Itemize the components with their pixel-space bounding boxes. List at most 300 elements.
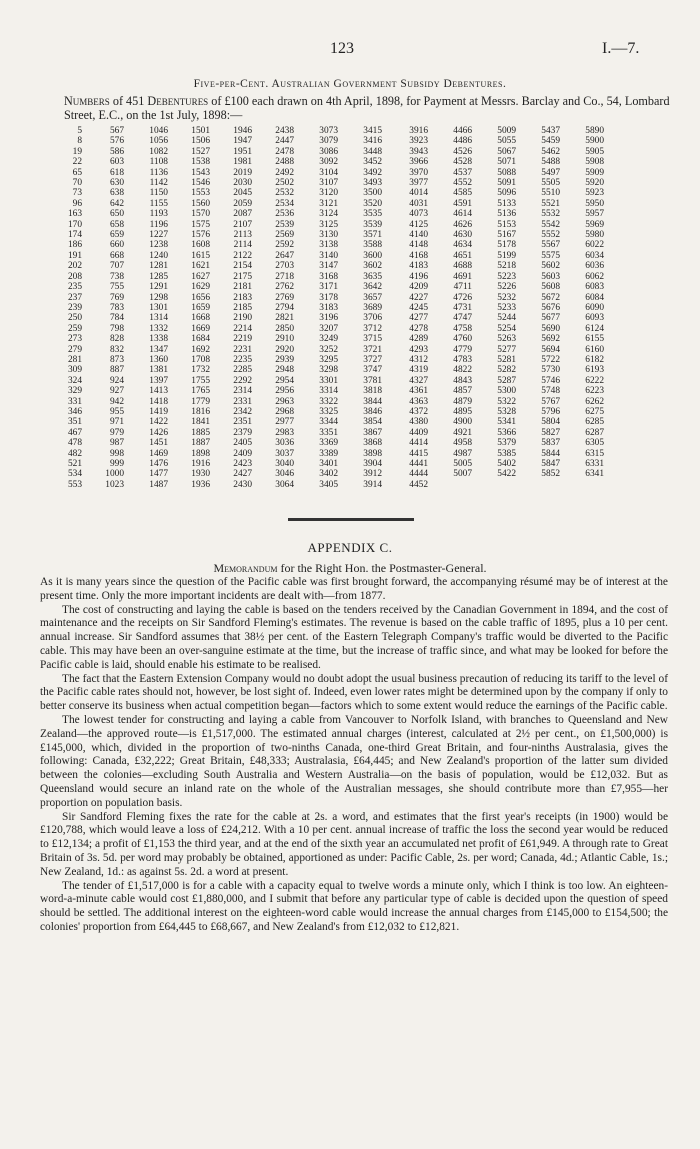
table-cell: 5088 xyxy=(497,167,516,178)
table-cell: 999 xyxy=(109,459,124,469)
table-cell: 5748 xyxy=(541,386,560,397)
table-cell: 3130 xyxy=(319,230,338,241)
table-cell: 2183 xyxy=(233,292,252,303)
table-cell: 5226 xyxy=(497,282,516,293)
table-cell xyxy=(428,480,472,490)
table-cell: 1527 xyxy=(191,146,210,157)
table-cell: 2285 xyxy=(233,365,252,376)
table-cell: 1629 xyxy=(191,282,210,293)
table-cell: 5322 xyxy=(497,396,516,407)
table-cell: 6084 xyxy=(585,292,604,303)
table-cell: 3168 xyxy=(319,271,338,282)
table-cell: 1576 xyxy=(191,230,210,241)
table-cell: 1381 xyxy=(149,365,168,376)
table-row xyxy=(60,261,604,271)
table-cell: 5233 xyxy=(497,302,516,313)
table-cell: 5133 xyxy=(497,198,516,209)
table-cell: 2314 xyxy=(233,386,252,397)
paragraph: The fact that the Eastern Extension Company would no doubt adopt the usual business precaution of reducing its tariff to the level of the Pacific cable rates should not, however, be lost sight of. Indeed, even lower rates might be determined upon by the company if only to better conserve its business when actual competition began—factors which to some extent would reduce the earnings of the Pacific cable. xyxy=(40,672,668,713)
table-cell: 6090 xyxy=(585,302,604,313)
table-cell: 2821 xyxy=(275,313,294,324)
table-cell: 5091 xyxy=(497,178,516,189)
table-cell: 2087 xyxy=(233,209,252,220)
table-cell: 5366 xyxy=(497,427,516,438)
table-cell: 6262 xyxy=(585,396,604,407)
table-cell: 5844 xyxy=(541,448,560,459)
table-cell: 237 xyxy=(67,292,82,303)
table-cell: 1538 xyxy=(191,157,210,168)
table-cell: 2939 xyxy=(275,354,294,365)
table-cell xyxy=(516,480,560,490)
table-cell: 3904 xyxy=(363,459,382,469)
table-cell: 5287 xyxy=(497,375,516,386)
table-cell: 4731 xyxy=(453,302,472,313)
table-cell: 1082 xyxy=(149,146,168,157)
table-cell: 5677 xyxy=(541,313,560,324)
table-cell: 324 xyxy=(67,375,82,386)
table-row xyxy=(60,469,604,479)
table-cell: 567 xyxy=(109,126,124,136)
table-cell: 2968 xyxy=(275,406,294,417)
table-cell: 1238 xyxy=(149,240,168,251)
table-cell: 4691 xyxy=(453,271,472,282)
table-cell: 4900 xyxy=(453,417,472,428)
table-cell: 4196 xyxy=(409,271,428,282)
table-cell: 1779 xyxy=(191,396,210,407)
table-cell: 3104 xyxy=(319,167,338,178)
table-cell: 3325 xyxy=(319,406,338,417)
table-cell: 5199 xyxy=(497,250,516,261)
table-cell: 5007 xyxy=(453,469,472,480)
table-cell: 1418 xyxy=(149,396,168,407)
table-cell: 2963 xyxy=(275,396,294,407)
table-cell: 1046 xyxy=(149,126,168,136)
table-cell: 828 xyxy=(109,334,124,345)
table-cell: 2718 xyxy=(275,271,294,282)
table-cell: 3493 xyxy=(363,178,382,189)
table-cell: 2769 xyxy=(275,292,294,303)
table-row xyxy=(60,313,604,323)
table-cell: 4014 xyxy=(409,188,428,199)
table-row xyxy=(60,209,604,219)
table-cell: 2409 xyxy=(233,448,252,459)
table-cell: 5300 xyxy=(497,386,516,397)
table-cell: 5852 xyxy=(541,469,560,480)
table-row xyxy=(60,386,604,396)
table-cell: 4879 xyxy=(453,396,472,407)
table-cell: 5055 xyxy=(497,136,516,147)
table-cell: 239 xyxy=(67,302,82,313)
table-cell: 5908 xyxy=(585,157,604,168)
table-cell: 6223 xyxy=(585,386,604,397)
memo-rest: for the Right Hon. the Postmaster-General. xyxy=(277,561,487,575)
table-cell: 2647 xyxy=(275,250,294,261)
table-cell: 650 xyxy=(109,209,124,220)
table-cell: 1885 xyxy=(191,427,210,438)
table-cell: 5009 xyxy=(497,126,516,136)
table-row xyxy=(60,345,604,355)
table-cell: 6022 xyxy=(585,240,604,251)
table-row xyxy=(60,240,604,250)
table-cell: 4319 xyxy=(409,365,428,376)
table-cell: 3322 xyxy=(319,396,338,407)
table-cell: 4528 xyxy=(453,157,472,168)
table-cell: 1732 xyxy=(191,365,210,376)
table-cell: 1451 xyxy=(149,438,168,449)
table-cell: 5402 xyxy=(497,459,516,469)
table-cell: 707 xyxy=(109,261,124,272)
table-cell: 5488 xyxy=(541,157,560,168)
table-cell: 5218 xyxy=(497,261,516,272)
table-cell: 942 xyxy=(109,396,124,407)
table-cell: 3207 xyxy=(319,323,338,334)
subtitle-debentures: Debentures xyxy=(147,94,209,108)
table-cell: 3492 xyxy=(363,167,382,178)
table-cell: 1621 xyxy=(191,261,210,272)
table-cell: 3535 xyxy=(363,209,382,220)
table-cell: 1708 xyxy=(191,354,210,365)
table-cell: 3818 xyxy=(363,386,382,397)
table-row xyxy=(60,334,604,344)
table-cell: 5462 xyxy=(541,146,560,157)
table-cell: 4277 xyxy=(409,313,428,324)
table-cell: 1360 xyxy=(149,354,168,365)
table-cell: 4414 xyxy=(409,438,428,449)
table-cell: 3196 xyxy=(319,313,338,324)
table-cell: 1285 xyxy=(149,271,168,282)
table-cell: 5746 xyxy=(541,375,560,386)
table-cell: 4148 xyxy=(409,240,428,251)
table-cell: 4726 xyxy=(453,292,472,303)
table-cell: 5969 xyxy=(585,219,604,230)
table-cell: 5096 xyxy=(497,188,516,199)
table-cell: 3389 xyxy=(319,448,338,459)
table-cell: 2447 xyxy=(275,136,294,147)
table-cell: 1946 xyxy=(233,126,252,136)
table-cell: 3079 xyxy=(319,136,338,147)
table-cell: 3715 xyxy=(363,334,382,345)
table-cell: 4168 xyxy=(409,250,428,261)
table-cell: 3727 xyxy=(363,354,382,365)
table-cell: 3140 xyxy=(319,250,338,261)
table-cell: 3121 xyxy=(319,198,338,209)
table-cell: 186 xyxy=(67,240,82,251)
table-cell: 2569 xyxy=(275,230,294,241)
table-cell: 4779 xyxy=(453,344,472,355)
table-cell: 5341 xyxy=(497,417,516,428)
table-cell: 1338 xyxy=(149,334,168,345)
table-cell: 1553 xyxy=(191,188,210,199)
table-cell: 2113 xyxy=(233,230,252,241)
table-cell: 1150 xyxy=(149,188,168,199)
table-cell: 5796 xyxy=(541,406,560,417)
table-cell: 5385 xyxy=(497,448,516,459)
table-cell: 3138 xyxy=(319,240,338,251)
table-cell: 1281 xyxy=(149,261,168,272)
table-cell: 3844 xyxy=(363,396,382,407)
paragraph: The tender of £1,517,000 is for a cable with a capacity equal to twelve words a minute only, which I think is too low. An eighteen-word-a-minute cable would cost £1,880,000, and I submit that before any particular type of cable is decided upon the question of speed should be settled. The additional interest on the eighteen-word cable would increase the annual charges from £145,000 to £154,500; the colonies' proportion from £64,445 to £68,667, and New Zealand's from £12,032 to £12,821. xyxy=(40,879,668,933)
table-cell: 1668 xyxy=(191,313,210,324)
table-cell: 3867 xyxy=(363,427,382,438)
table-cell: 668 xyxy=(109,250,124,261)
table-cell: 2231 xyxy=(233,344,252,355)
table-cell: 3571 xyxy=(363,230,382,241)
table-cell: 4245 xyxy=(409,302,428,313)
table-cell: 2536 xyxy=(275,209,294,220)
table-cell: 1560 xyxy=(191,198,210,209)
table-cell: 3970 xyxy=(409,167,428,178)
table-cell: 4409 xyxy=(409,427,428,438)
table-cell: 3635 xyxy=(363,271,382,282)
table-cell: 553 xyxy=(67,479,82,490)
table-cell: 3642 xyxy=(363,282,382,293)
table-cell: 1397 xyxy=(149,375,168,386)
table-cell: 4209 xyxy=(409,282,428,293)
table-cell: 250 xyxy=(67,313,82,324)
table-cell: 4278 xyxy=(409,323,428,334)
table-cell: 5223 xyxy=(497,271,516,282)
table-cell: 1543 xyxy=(191,167,210,178)
table-cell: 987 xyxy=(109,438,124,449)
subtitle-rest: of £100 each drawn on 4th April, 1898, for Payment at Messrs. Barclay and Co., 54, Lombard Street, E.C., on the 1st July, 1898:— xyxy=(64,94,670,122)
table-cell: 163 xyxy=(67,209,82,220)
table-cell: 5909 xyxy=(585,167,604,178)
table-cell: 2214 xyxy=(233,323,252,334)
table-cell: 1332 xyxy=(149,323,168,334)
table-cell: 3520 xyxy=(363,198,382,209)
table-cell: 3600 xyxy=(363,250,382,261)
table-cell: 1692 xyxy=(191,344,210,355)
table-cell: 2175 xyxy=(233,271,252,282)
table-cell: 1422 xyxy=(149,417,168,428)
table-cell: 927 xyxy=(109,386,124,397)
table-cell: 4415 xyxy=(409,448,428,459)
table-row xyxy=(60,157,604,167)
table-cell: 5676 xyxy=(541,302,560,313)
table-cell: 4327 xyxy=(409,375,428,386)
table-cell: 1227 xyxy=(149,230,168,241)
table-cell: 3602 xyxy=(363,261,382,272)
table-cell: 208 xyxy=(67,271,82,282)
table-cell: 4452 xyxy=(409,479,428,490)
paragraph: As it is many years since the question of the Pacific cable was first brought forward, the accompanying résumé may be of interest at the present time. Only the more important incidents are dealt with—from 1877. xyxy=(40,576,668,602)
table-cell: 979 xyxy=(109,427,124,438)
table-cell: 4526 xyxy=(453,146,472,157)
table-cell: 5730 xyxy=(541,365,560,376)
table-cell: 3314 xyxy=(319,386,338,397)
table-cell: 3781 xyxy=(363,375,382,386)
debenture-numbers-table xyxy=(60,126,604,490)
table-cell: 1196 xyxy=(149,219,168,230)
table-cell: 2019 xyxy=(233,167,252,178)
table-cell: 3416 xyxy=(363,136,382,147)
table-cell: 4293 xyxy=(409,344,428,355)
table-cell: 998 xyxy=(109,448,124,459)
table-cell: 1413 xyxy=(149,386,168,397)
table-cell: 5281 xyxy=(497,354,516,365)
table-row xyxy=(60,188,604,198)
memorandum-body xyxy=(40,576,668,935)
table-cell: 4227 xyxy=(409,292,428,303)
table-cell: 2185 xyxy=(233,302,252,313)
table-cell: 6093 xyxy=(585,313,604,324)
table-cell: 6083 xyxy=(585,282,604,293)
table-cell: 5900 xyxy=(585,136,604,147)
table-cell: 5672 xyxy=(541,292,560,303)
table-cell: 170 xyxy=(67,219,82,230)
table-cell: 5167 xyxy=(497,230,516,241)
table-cell: 3073 xyxy=(319,126,338,136)
table-cell: 2703 xyxy=(275,261,294,272)
table-cell: 4552 xyxy=(453,178,472,189)
table-cell: 3415 xyxy=(363,126,382,136)
table-cell: 3298 xyxy=(319,365,338,376)
table-cell: 202 xyxy=(67,261,82,272)
table-cell: 5510 xyxy=(541,188,560,199)
table-cell: 5957 xyxy=(585,209,604,220)
table-row xyxy=(60,168,604,178)
table-cell: 4585 xyxy=(453,188,472,199)
table-cell: 3040 xyxy=(275,459,294,469)
table-cell: 2954 xyxy=(275,375,294,386)
table-cell: 22 xyxy=(72,157,82,168)
table-cell: 6155 xyxy=(585,334,604,345)
table-cell: 630 xyxy=(109,178,124,189)
table-cell: 2488 xyxy=(275,157,294,168)
table-cell: 3588 xyxy=(363,240,382,251)
table-cell: 1501 xyxy=(191,126,210,136)
table-cell: 3405 xyxy=(319,479,338,490)
table-cell: 3721 xyxy=(363,344,382,355)
table-cell: 5905 xyxy=(585,146,604,157)
table-cell: 3977 xyxy=(409,178,428,189)
table-cell: 309 xyxy=(67,365,82,376)
table-cell: 70 xyxy=(72,178,82,189)
table-cell: 534 xyxy=(67,469,82,480)
table-cell: 3943 xyxy=(409,146,428,157)
table-row xyxy=(60,376,604,386)
table-cell: 4444 xyxy=(409,469,428,480)
table-cell: 3086 xyxy=(319,146,338,157)
table-cell: 2492 xyxy=(275,167,294,178)
table-cell: 4747 xyxy=(453,313,472,324)
table-cell: 5067 xyxy=(497,146,516,157)
table-cell: 4466 xyxy=(453,126,472,136)
table-cell: 1469 xyxy=(149,448,168,459)
table-cell: 971 xyxy=(109,417,124,428)
table-cell: 174 xyxy=(67,230,82,241)
table-cell: 738 xyxy=(109,271,124,282)
table-cell: 331 xyxy=(67,396,82,407)
table-cell: 96 xyxy=(72,198,82,209)
table-cell: 5980 xyxy=(585,230,604,241)
table-cell: 4073 xyxy=(409,209,428,220)
table-cell: 3854 xyxy=(363,417,382,428)
table-cell: 1887 xyxy=(191,438,210,449)
table-cell: 5694 xyxy=(541,344,560,355)
table-row xyxy=(60,230,604,240)
table-cell: 924 xyxy=(109,375,124,386)
table-cell: 3036 xyxy=(275,438,294,449)
table-cell: 4626 xyxy=(453,219,472,230)
table-cell: 6036 xyxy=(585,261,604,272)
table-cell: 1477 xyxy=(149,469,168,480)
table-cell: 4987 xyxy=(453,448,472,459)
table-cell: 784 xyxy=(109,313,124,324)
table-cell: 4783 xyxy=(453,354,472,365)
table-cell: 3916 xyxy=(409,126,428,136)
table-row xyxy=(60,324,604,334)
table-cell: 4857 xyxy=(453,386,472,397)
table-cell: 4289 xyxy=(409,334,428,345)
table-cell: 2794 xyxy=(275,302,294,313)
table-cell: 351 xyxy=(67,417,82,428)
table-cell: 1136 xyxy=(149,167,168,178)
table-cell: 5804 xyxy=(541,417,560,428)
table-cell: 235 xyxy=(67,282,82,293)
table-cell: 5437 xyxy=(541,126,560,136)
table-cell: 2342 xyxy=(233,406,252,417)
table-row xyxy=(60,407,604,417)
table-row xyxy=(60,282,604,292)
table-cell: 2045 xyxy=(233,188,252,199)
table-cell: 618 xyxy=(109,167,124,178)
table-cell: 1108 xyxy=(149,157,168,168)
document-subtitle xyxy=(64,94,670,122)
table-cell: 5 xyxy=(77,126,82,136)
table-cell: 5890 xyxy=(585,126,604,136)
table-cell: 3046 xyxy=(275,469,294,480)
table-cell: 482 xyxy=(67,448,82,459)
table-row xyxy=(60,355,604,365)
table-cell: 3351 xyxy=(319,427,338,438)
table-cell: 3539 xyxy=(363,219,382,230)
table-cell: 4921 xyxy=(453,427,472,438)
table-row xyxy=(60,251,604,261)
table-row xyxy=(60,449,604,459)
table-cell: 1669 xyxy=(191,323,210,334)
table-cell: 1841 xyxy=(191,417,210,428)
table-cell: 3500 xyxy=(363,188,382,199)
table-cell: 2423 xyxy=(233,459,252,469)
table-cell: 5837 xyxy=(541,438,560,449)
table-cell: 2427 xyxy=(233,469,252,480)
table-cell: 5328 xyxy=(497,406,516,417)
table-cell: 6341 xyxy=(585,469,604,480)
table-cell: 3092 xyxy=(319,157,338,168)
table-cell: 3147 xyxy=(319,261,338,272)
table-cell: 2190 xyxy=(233,313,252,324)
table-row xyxy=(60,397,604,407)
table-cell: 6331 xyxy=(585,459,604,469)
table-cell: 5552 xyxy=(541,230,560,241)
table-cell: 1142 xyxy=(149,178,168,189)
table-cell: 1627 xyxy=(191,271,210,282)
table-cell: 769 xyxy=(109,292,124,303)
table-cell: 4372 xyxy=(409,406,428,417)
table-cell: 1023 xyxy=(105,479,124,490)
table-cell: 5692 xyxy=(541,334,560,345)
table-cell: 832 xyxy=(109,344,124,355)
table-cell: 1816 xyxy=(191,406,210,417)
table-cell: 3125 xyxy=(319,219,338,230)
table-cell: 1426 xyxy=(149,427,168,438)
table-cell: 6160 xyxy=(585,344,604,355)
table-cell: 5690 xyxy=(541,323,560,334)
table-cell: 4688 xyxy=(453,261,472,272)
table-cell: 1570 xyxy=(191,209,210,220)
table-cell: 3295 xyxy=(319,354,338,365)
